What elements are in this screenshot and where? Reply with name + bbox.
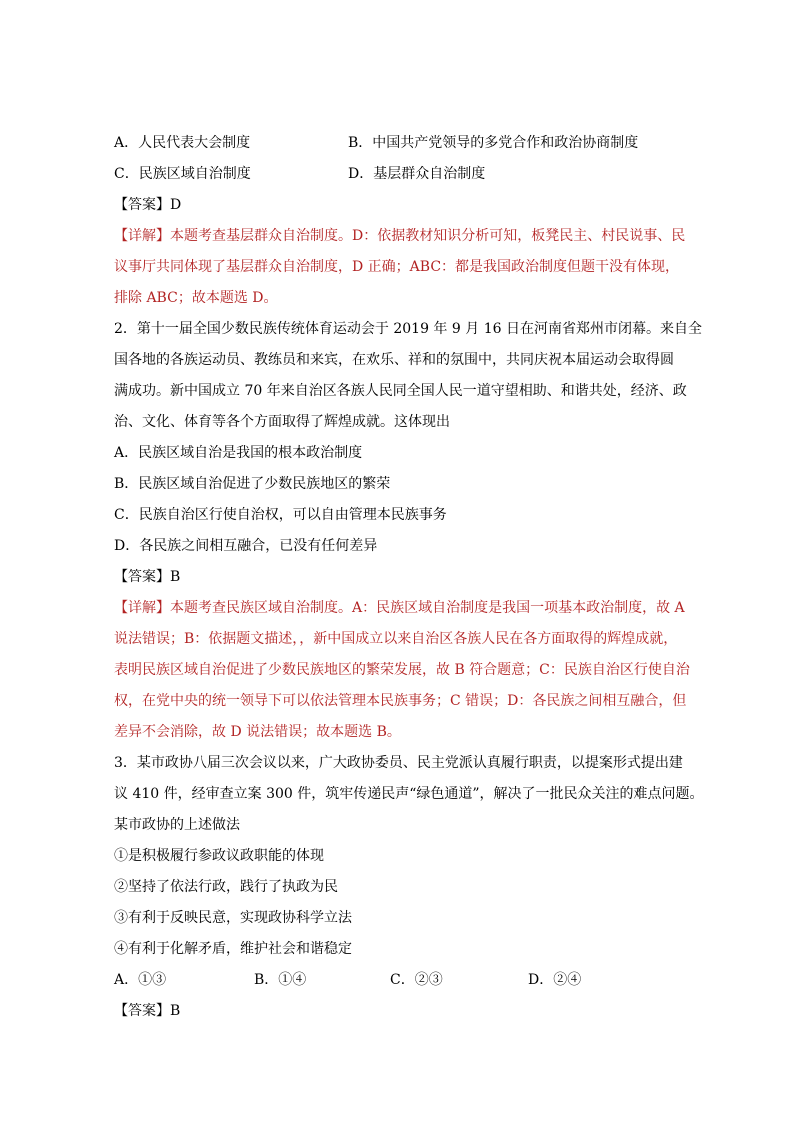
q3-statement-3: ③有利于反映民意，实现政协科学立法 xyxy=(114,910,352,926)
q2-option-a: A．民族区域自治是我国的根本政治制度 xyxy=(114,445,363,461)
q1-options-row-1 xyxy=(114,128,690,159)
q2-stem-line-1: 2．第十一届全国少数民族传统体育运动会于 2019 年 9 月 16 日在河南省郑州市闭幕。来自全 xyxy=(114,321,702,337)
q3-option-b: B．①④ xyxy=(254,972,307,988)
q3-option-a: A．①③ xyxy=(114,972,167,988)
q2-answer: 【答案】B xyxy=(114,569,181,585)
q1-answer: 【答案】D xyxy=(114,197,182,213)
q2-detail-line-3: 表明民族区域自治促进了少数民族地区的繁荣发展，故 B 符合题意；C：民族自治区行使自治 xyxy=(114,662,690,678)
q2-detail-line-4: 权，在党中央的统一领导下可以依法管理本民族事务；C 错误；D：各民族之间相互融合，但 xyxy=(114,693,687,709)
q2-option-b: B．民族区域自治促进了少数民族地区的繁荣 xyxy=(114,476,391,492)
q3-statement-1: ①是积极履行参政议政职能的体现 xyxy=(114,848,324,864)
q2-stem-line-4: 治、文化、体育等各个方面取得了辉煌成就。这体现出 xyxy=(114,414,450,430)
q3-option-c: C．②③ xyxy=(390,972,443,988)
q2-detail-line-5: 差异不会消除，故 D 说法错误；故本题选 B。 xyxy=(114,724,401,740)
q1-detail-line-1: 【详解】本题考查基层群众自治制度。D：依据教材知识分析可知，板凳民主、村民说事、民 xyxy=(114,228,686,244)
q3-option-d: D．②④ xyxy=(528,972,582,988)
q1-detail-line-2: 议事厅共同体现了基层群众自治制度，D 正确；ABC：都是我国政治制度但题干没有体现， xyxy=(114,259,680,275)
q2-detail-line-2: 说法错误；B：依据题文描述，，新中国成立以来自治区各族人民在各方面取得的辉煌成就， xyxy=(114,631,678,647)
q3-statement-4: ④有利于化解矛盾，维护社会和谐稳定 xyxy=(114,941,352,957)
q3-options-row xyxy=(114,965,690,996)
q2-option-d: D．各民族之间相互融合，已没有任何差异 xyxy=(114,538,378,554)
q3-stem-line-2: 议 410 件，经审查立案 300 件，筑牢传递民声“绿色通道”，解决了一批民众关注的难点问题。 xyxy=(114,786,704,802)
q3-stem-line-1: 3．某市政协八届三次会议以来，广大政协委员、民主党派认真履行职责，以提案形式提出建 xyxy=(114,755,683,771)
document-page xyxy=(114,128,704,1027)
q1-option-b: B．中国共产党领导的多党合作和政治协商制度 xyxy=(348,135,639,151)
q1-option-d: D．基层群众自治制度 xyxy=(348,166,486,182)
q2-detail-line-1: 【详解】本题考查民族区域自治制度。A：民族区域自治制度是我国一项基本政治制度，故 A xyxy=(114,600,685,616)
q3-stem-line-3: 某市政协的上述做法 xyxy=(114,817,240,833)
q3-answer: 【答案】B xyxy=(114,1003,181,1019)
q2-stem-line-3: 满成功。新中国成立 70 年来自治区各族人民同全国人民一道守望相助、和谐共处，经济、政 xyxy=(114,383,687,399)
q1-detail-line-3: 排除 ABC；故本题选 D。 xyxy=(114,290,278,306)
q1-option-c: C．民族区域自治制度 xyxy=(114,166,251,182)
q1-option-a: A．人民代表大会制度 xyxy=(114,135,251,151)
q3-statement-2: ②坚持了依法行政，践行了执政为民 xyxy=(114,879,338,895)
q2-option-c: C．民族自治区行使自治权，可以自由管理本民族事务 xyxy=(114,507,447,523)
q1-options-row-2 xyxy=(114,159,690,190)
q2-stem-line-2: 国各地的各族运动员、教练员和来宾，在欢乐、祥和的氛围中，共同庆祝本届运动会取得圆 xyxy=(114,352,674,368)
